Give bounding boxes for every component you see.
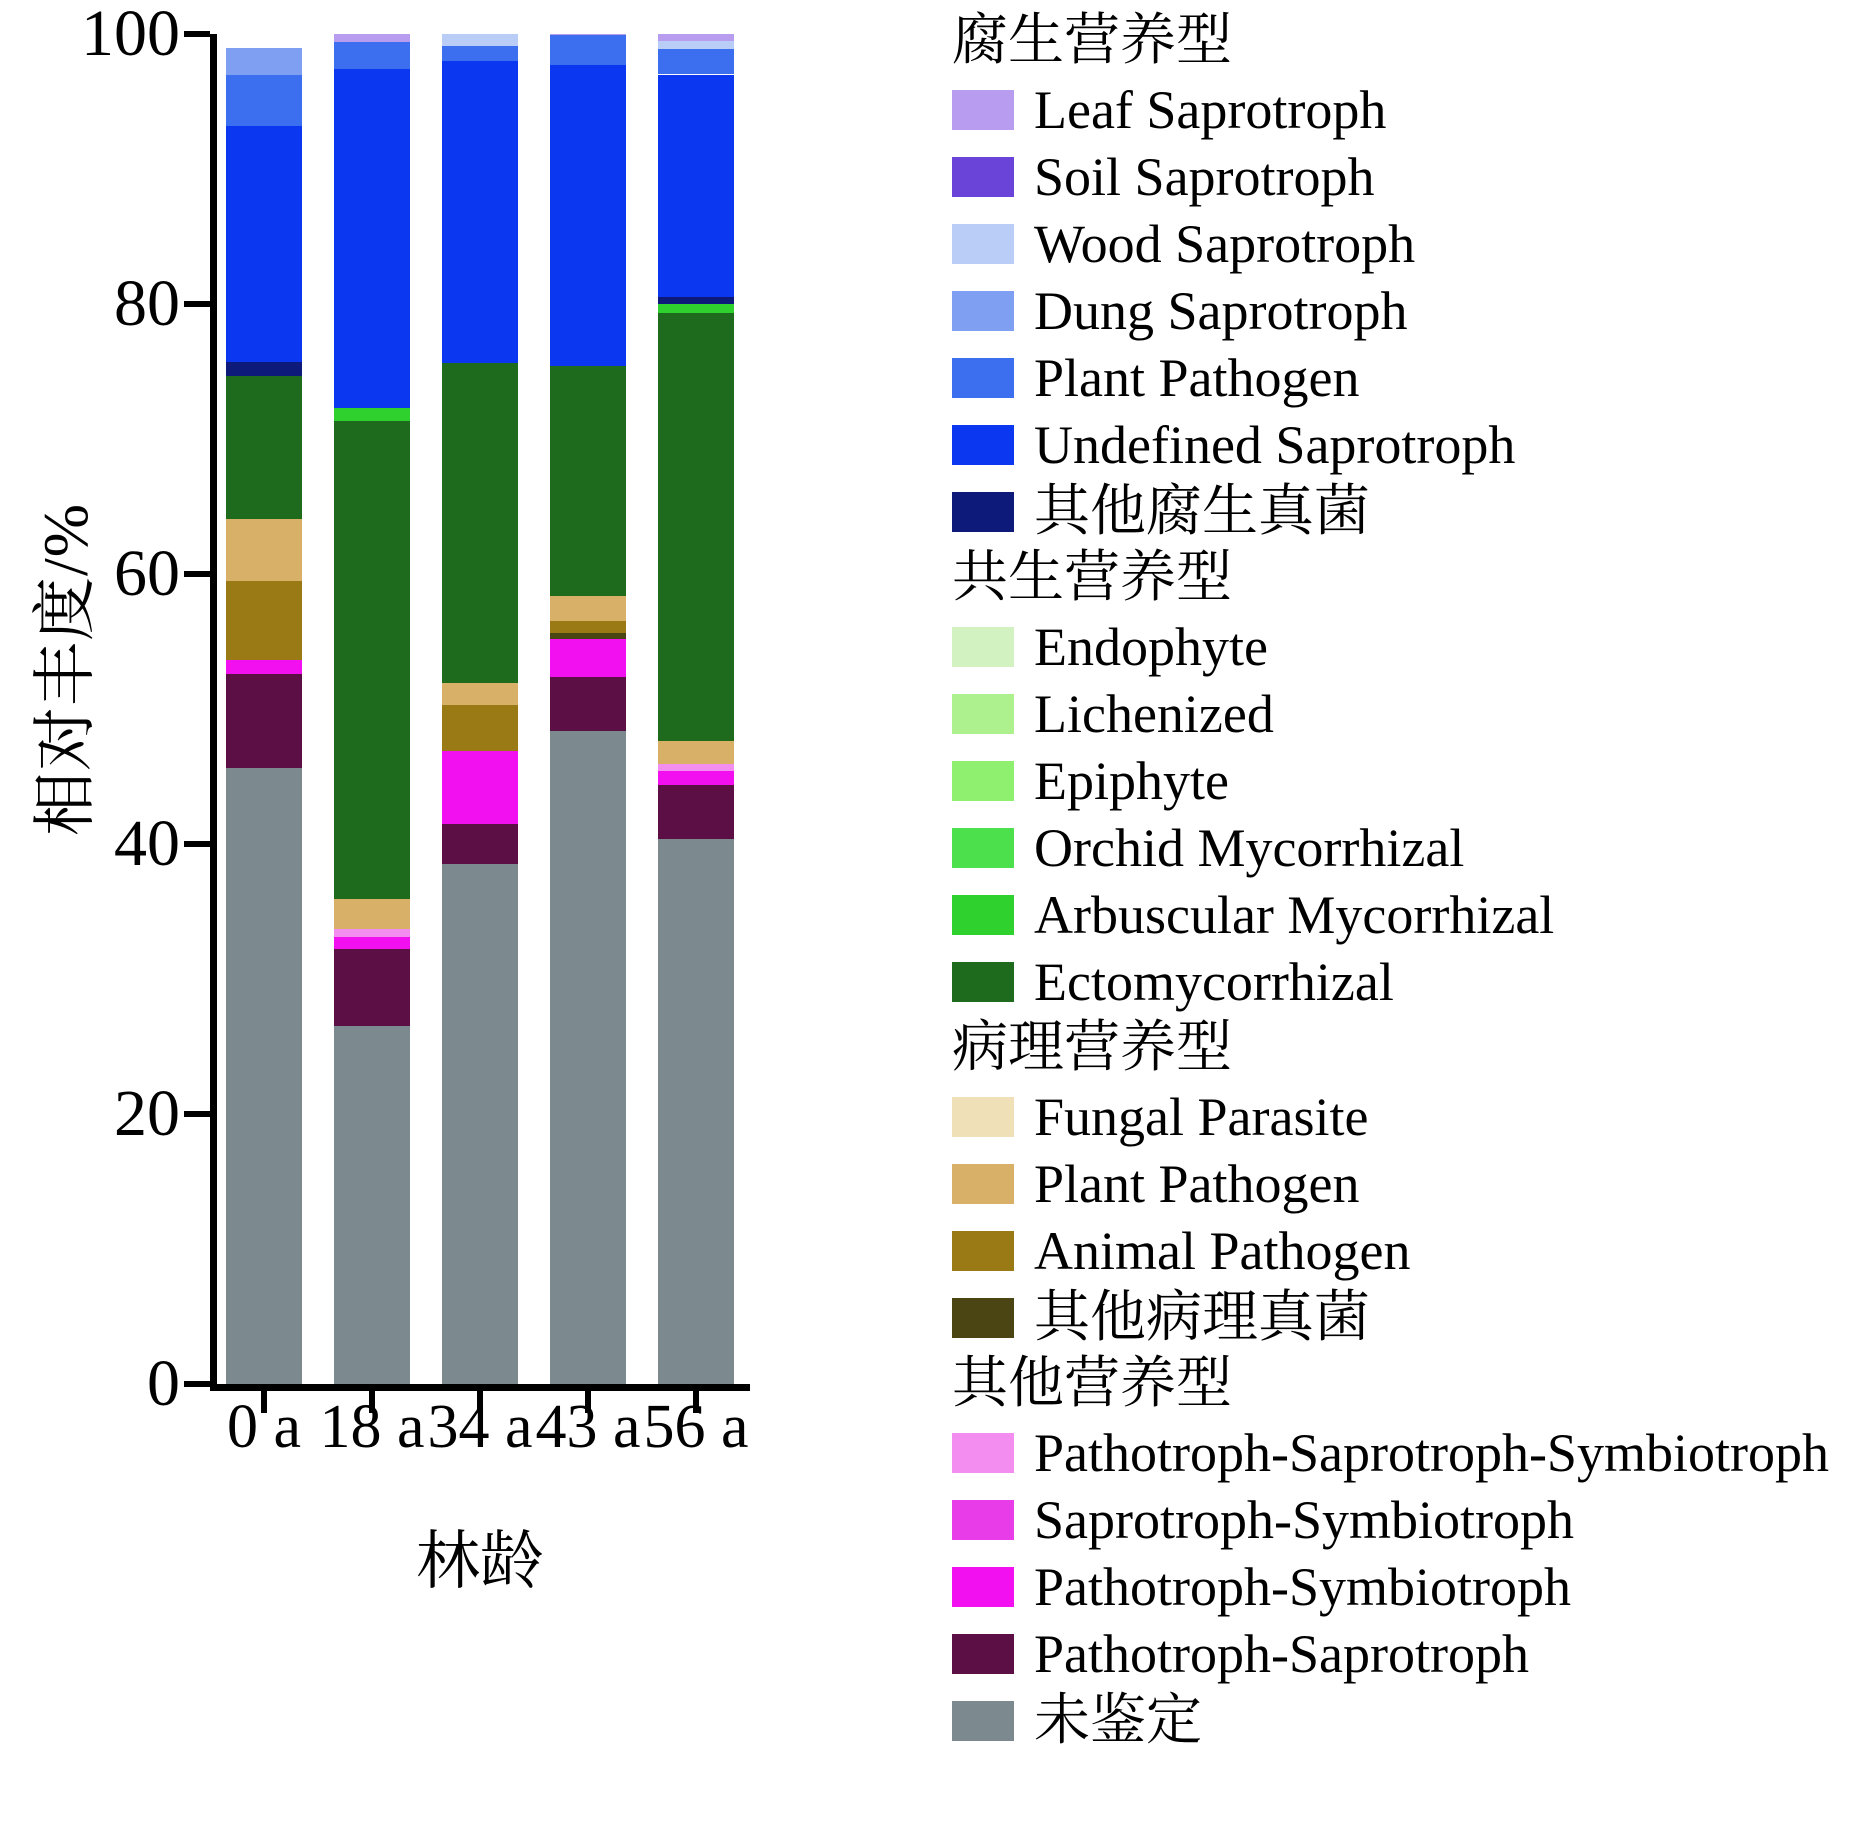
legend-item-label: Soil Saprotroph <box>1034 146 1375 207</box>
bar-segment <box>334 899 410 929</box>
legend-swatch-icon <box>952 1231 1014 1271</box>
legend-item[interactable] <box>952 1150 1872 1217</box>
legend-item[interactable] <box>952 344 1872 411</box>
bar-segment <box>226 126 302 362</box>
bar-segment <box>334 408 410 422</box>
legend-item[interactable] <box>952 680 1872 747</box>
legend-item-label: Fungal Parasite <box>1034 1086 1369 1147</box>
stacked-bar <box>226 34 302 1384</box>
legend-swatch-icon <box>952 291 1014 331</box>
bar-segment <box>226 519 302 581</box>
y-tick-label: 40 <box>114 807 180 880</box>
bar-segment <box>334 937 410 949</box>
legend-swatch-icon <box>952 224 1014 264</box>
bar-segment <box>658 75 734 298</box>
legend-item[interactable] <box>952 210 1872 277</box>
x-axis-label: 林龄 <box>416 1526 544 1597</box>
bar-segment <box>334 69 410 408</box>
bar-segment <box>550 35 626 65</box>
legend-item[interactable] <box>952 1083 1872 1150</box>
x-tick-label: 18 a <box>319 1393 425 1461</box>
legend-item-label: Endophyte <box>1034 616 1268 677</box>
legend-item[interactable] <box>952 1553 1872 1620</box>
legend-swatch-icon <box>952 962 1014 1002</box>
legend-swatch-icon <box>952 492 1014 532</box>
legend-swatch-icon <box>952 1433 1014 1473</box>
legend-swatch-icon <box>952 627 1014 667</box>
legend-item-label: Plant Pathogen <box>1034 347 1360 408</box>
legend-item[interactable] <box>952 1687 1872 1754</box>
bar-segment <box>226 660 302 674</box>
y-tick-mark <box>184 1111 210 1117</box>
x-tick-label: 56 a <box>643 1393 749 1461</box>
stacked-bar <box>658 34 734 1384</box>
legend-item[interactable] <box>952 613 1872 680</box>
bar-segment <box>658 34 734 41</box>
y-tick-label: 20 <box>114 1077 180 1150</box>
bar-segment <box>658 785 734 839</box>
bar-segment <box>658 839 734 1384</box>
bar-segment <box>226 48 302 75</box>
legend-item-label: Leaf Saprotroph <box>1034 79 1387 140</box>
bar-segment <box>442 46 518 61</box>
legend-item[interactable] <box>952 143 1872 210</box>
legend <box>952 8 1872 1754</box>
axes <box>210 34 750 1384</box>
bar-segment <box>334 1026 410 1384</box>
legend-item-label: 其他病理真菌 <box>1034 1286 1370 1349</box>
bar-segment <box>658 41 734 49</box>
legend-item[interactable] <box>952 1486 1872 1553</box>
legend-swatch-icon <box>952 694 1014 734</box>
legend-item[interactable] <box>952 277 1872 344</box>
y-tick-label: 0 <box>147 1347 180 1420</box>
legend-item[interactable] <box>952 747 1872 814</box>
bar-segment <box>442 751 518 824</box>
bar-segment <box>658 771 734 785</box>
legend-item-label: Animal Pathogen <box>1034 1220 1411 1281</box>
legend-swatch-icon <box>952 425 1014 465</box>
legend-item[interactable] <box>952 814 1872 881</box>
legend-swatch-icon <box>952 157 1014 197</box>
legend-item-label: Lichenized <box>1034 683 1274 744</box>
bar-segment <box>442 824 518 865</box>
legend-item[interactable] <box>952 1419 1872 1486</box>
legend-item[interactable] <box>952 478 1872 545</box>
bar-segment <box>442 705 518 751</box>
bar-segment <box>658 49 734 75</box>
legend-item-label: Ectomycorrhizal <box>1034 951 1394 1012</box>
bar-segment <box>226 674 302 769</box>
bar-segment <box>334 421 410 899</box>
legend-item-label: Plant Pathogen <box>1034 1153 1360 1214</box>
y-tick-mark <box>184 31 210 37</box>
y-axis-line <box>210 34 217 1384</box>
legend-item-label: Pathotroph-Saprotroph <box>1034 1623 1529 1684</box>
bar-segment <box>550 596 626 622</box>
x-tick-label: 34 a <box>427 1393 533 1461</box>
legend-swatch-icon <box>952 358 1014 398</box>
legend-item-label: Arbuscular Mycorrhizal <box>1034 884 1555 945</box>
bar-segment <box>658 297 734 304</box>
legend-swatch-icon <box>952 895 1014 935</box>
legend-item-label: Pathotroph-Symbiotroph <box>1034 1556 1571 1617</box>
legend-item-label: Orchid Mycorrhizal <box>1034 817 1465 878</box>
legend-swatch-icon <box>952 1164 1014 1204</box>
bar-segment <box>550 731 626 1384</box>
y-tick-mark <box>184 571 210 577</box>
legend-swatch-icon <box>952 1097 1014 1137</box>
y-tick-label: 80 <box>114 267 180 340</box>
legend-swatch-icon <box>952 1567 1014 1607</box>
bar-segment <box>442 864 518 1384</box>
bar-segment <box>442 34 518 46</box>
bar-segment <box>658 313 734 741</box>
legend-item[interactable] <box>952 1620 1872 1687</box>
bar-segment <box>550 677 626 731</box>
legend-swatch-icon <box>952 761 1014 801</box>
y-tick-label: 60 <box>114 537 180 610</box>
x-tick-label: 0 a <box>226 1393 302 1461</box>
bar-segment <box>334 929 410 937</box>
bar-segment <box>442 61 518 363</box>
x-axis-line <box>210 1384 750 1391</box>
legend-swatch-icon <box>952 1298 1014 1338</box>
legend-swatch-icon <box>952 1701 1014 1741</box>
bar-segment <box>226 75 302 126</box>
bar-segment <box>658 741 734 764</box>
stacked-bar <box>442 34 518 1384</box>
y-tick-mark <box>184 1381 210 1387</box>
legend-group-title: 其他营养型 <box>952 1353 1232 1415</box>
bar-segment <box>550 366 626 596</box>
y-axis-label: 相对丰度/% <box>30 502 101 836</box>
legend-item[interactable] <box>952 948 1872 1015</box>
bar-segment <box>550 639 626 677</box>
y-tick-label: 100 <box>81 0 180 70</box>
legend-group-title: 共生营养型 <box>952 547 1232 609</box>
legend-item-label: Undefined Saprotroph <box>1034 414 1516 475</box>
bar-segment <box>550 34 626 35</box>
legend-item[interactable] <box>952 1217 1872 1284</box>
legend-swatch-icon <box>952 1500 1014 1540</box>
bar-segment <box>442 683 518 705</box>
bar-segment <box>550 65 626 366</box>
x-tick-label: 43 a <box>535 1393 641 1461</box>
bar-segment <box>334 42 410 69</box>
legend-group-title: 腐生营养型 <box>952 10 1232 72</box>
legend-swatch-icon <box>952 1634 1014 1674</box>
bar-segment <box>226 362 302 376</box>
bar-segment <box>550 633 626 638</box>
bar-segment <box>226 376 302 519</box>
bar-segment <box>658 764 734 771</box>
legend-item[interactable] <box>952 411 1872 478</box>
bar-segment <box>334 949 410 1026</box>
legend-swatch-icon <box>952 828 1014 868</box>
legend-item-label: Pathotroph-Saprotroph-Symbiotroph <box>1034 1422 1829 1483</box>
bar-segment <box>658 304 734 313</box>
legend-item-label: Saprotroph-Symbiotroph <box>1034 1489 1574 1550</box>
stacked-bar <box>550 34 626 1384</box>
legend-item-label: Wood Saprotroph <box>1034 213 1416 274</box>
bar-segment <box>226 581 302 661</box>
legend-item[interactable] <box>952 76 1872 143</box>
legend-item-label: 未鉴定 <box>1034 1689 1202 1752</box>
y-tick-mark <box>184 301 210 307</box>
legend-item[interactable] <box>952 881 1872 948</box>
stacked-bar <box>334 34 410 1384</box>
bar-segment <box>442 363 518 683</box>
bar-segment <box>550 621 626 633</box>
legend-item-label: Dung Saprotroph <box>1034 280 1408 341</box>
legend-swatch-icon <box>952 90 1014 130</box>
legend-item[interactable] <box>952 1284 1872 1351</box>
legend-item-label: 其他腐生真菌 <box>1034 480 1370 543</box>
legend-group-title: 病理营养型 <box>952 1017 1232 1079</box>
legend-item-label: Epiphyte <box>1034 750 1229 811</box>
bar-segment <box>334 34 410 42</box>
y-tick-mark <box>184 841 210 847</box>
bar-segment <box>226 768 302 1384</box>
